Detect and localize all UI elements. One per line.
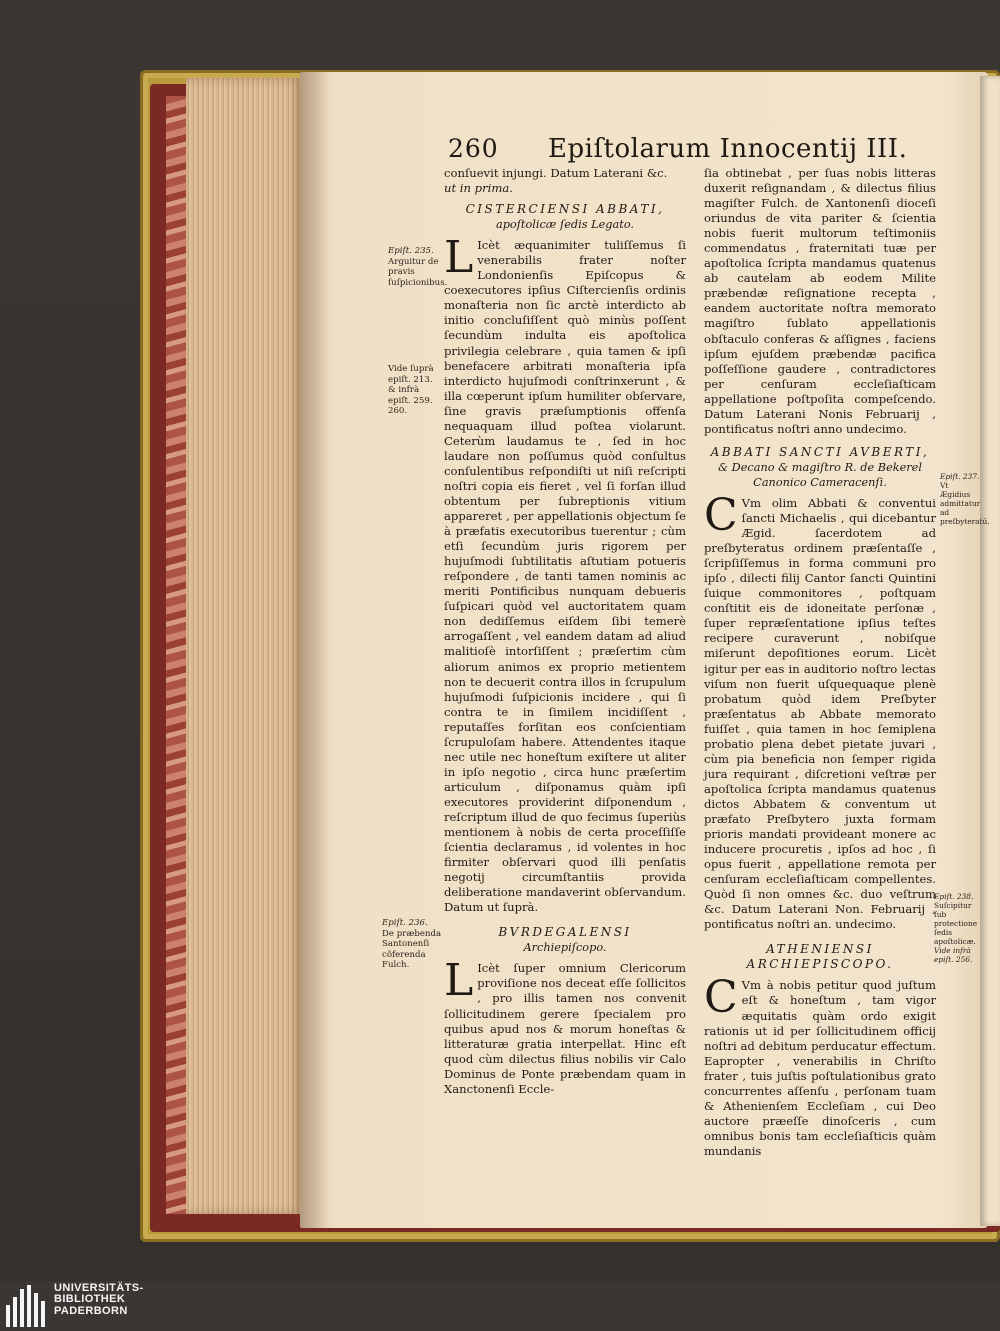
drop-cap: C [704,972,738,1024]
letter-body: C Vm olim Abbati & conventui ſancti Michaelis , qui dicebantur Ægid. ſacerdotem ad preſbyteratus ordinem præſentaſſe , ſcripſiſſemus in forma communi pro ipſo , dilecti filij Cantor ſancti Quintini ſuique commonitores , poſtquam conſtitit eis de idoneitate perſonæ , ſuper repræſentatione ipſius teſtes recipere curaverunt , nobiſque miſerunt depoſitiones eorum. Licèt igitur per eas in auditorio noſtro lectas viſum non fuerit uſquequaque plenè probatum quòd idem Preſbyter præſentatus ab Abbate memorato fuiſſet , quia tamen in hoc ſemiplena probatio plena debet pietate juvari , cùm pia beneficia non ſemper rigida jura requirant , diſcretioni veſtræ per apoſtolica ſcripta mandamus quatenus dictos Abbatem & conventum ut præfato Preſbytero juxta formam prioris mandati provideant monere ac inducere procuretis , ipſos ad hoc , ſi opus fuerit , appellatione remota per cenſuram eccleſiaſticam compellentes. Quòd ſi non omnes &c. duo veſtrum &c. Datum Laterani Non. Februarij , pontificatus noſtri an. undecimo. [704,489,936,932]
letter-subheading: apoſtolicæ ſedis Legato. [495,218,635,232]
right-column [704,166,936,1159]
margin-note: Epiſt. 235. Arguitur de pravis ſuſpicionibus. [388,246,448,288]
letter-subheading: & Decano & magiſtro R. de Bekerel Canonico Cameracenſi. [718,460,922,489]
drop-cap: L [444,955,474,1007]
letter-body: C Vm à nobis petitur quod juſtum eſt & honeſtum , tam vigor æquitatis quàm ordo exigit rationis ut id per ſollicitudinem officij noſtri ad debitum perducatur effectum. Eapropter , venerabilis in Chriſto frater , tuis juſtis poſtulationibus grato concurrentes aſſenſu , perſonam tuam & Athenienſem Eccleſiam , cui Deo auctore præeſſe dinoſceris , cum omnibus bonis tam eccleſiaſticis quàm mundanis [704,972,936,1158]
gutter-shadow [300,72,330,1228]
library-name: UNIVERSITÄTS- BIBLIOTHEK PADERBORN [54,1282,144,1317]
margin-note: Epiſt. 238. Suſcipitur ſub protectione ſedis apoſtolicæ. Vide infrà epiſt. 256. [934,892,978,964]
letter-heading: BVRDEGALENSI [498,925,632,940]
intro-italic: ut in prima. [444,181,513,196]
letter-subheading: Archiepiſcopo. [523,941,607,955]
margin-note: Vide ſuprà epiſt. 213. & infrà epiſt. 259. 260. [388,364,434,416]
letter-heading: ATHENIENSI ARCHIEPISCOPO. [746,942,894,972]
footer-bar [0,1281,1000,1331]
page-number: 260 [448,134,499,163]
drop-cap: C [704,489,738,541]
intro-line: conſuevit injungi. Datum Laterani &c. [444,166,668,180]
letter-body: L Icèt ſuper omnium Clericorum proviſione nos deceat eſſe ſollicitos , pro illis tamen nos convenit ſollicitudinem gerere ſpecialem pro quibus apud nos & morum honeſtas & litteraturæ gratia interpellat. Hinc eſt quod cùm dilectus filius nobilis vir Calo Dominus de Ponte præbendam quam in Xanctonenſi Eccle- [444,955,686,1096]
margin-note: Epiſt. 237. Vt Ægidius admittatur ad preſbyteratū. [940,472,990,526]
page-header [448,134,908,168]
facing-page-edge [980,76,1000,1226]
running-title: Epiſtolarum Innocentij III. [548,134,908,164]
margin-note: Epiſt. 236. De præbenda Santonenſi cõferenda Fulch. [382,918,442,970]
letter-heading: CISTERCIENSI ABBATI, [465,202,665,217]
letter-body: ſia obtinebat , per ſuas nobis litteras duxerit reſignandam , & dilectus filius magiſter Fulch. de Xantonenſi dioceſi oriundus de vita pariter & ſcientia nobis fuerit multorum teſtimoniis commendatus , fraternitati tuæ per apoſtolica ſcripta mandamus quatenus ab cautelam ab eodem Milite præbendæ reſignatione recepta , eandem auctoritate noſtra memorato magiſtro ſublato appellationis obſtaculo conferas & aſſignes , faciens ipſum ejuſdem præbendæ pacifica poſſeſſione gaudere , contradictores per cenſuram eccleſiaſticam appellatione poſtpoſita compeſcendo. Datum Laterani Nonis Februarij , pontificatus noſtri anno undecimo. [704,166,936,436]
page-edges [186,78,302,1214]
letter-heading: ABBATI SANCTI AVBERTI, [710,444,930,459]
left-column [444,166,686,1097]
letter-body: L Icèt æquanimiter tuliſſemus ſi venerabilis frater noſter Londonienſis Epiſcopus & coexecutores ipſius Ciſtercienſis ordinis monaſteria non ſic arctè interdicto ab initio concluſiſſent quò minùs poſſent ſecundùm indulta eis apoſtolica privilegia celebrare , quia tamen & ipſi benefacere arbitrati monaſteria ipſa interdicto hujuſmodi conſtrinxerunt , & illa cœperunt ipſum humiliter obſervare, ſine gravis præſumptionis offenſa nequaquam illud poſtea violarunt. Ceterùm laudamus te , ſed in hoc laudare non poſſumus quòd conſultus conſulentibus reſpondiſti ut niſi reſcripti noſtri copia eis fieret , vel ſi forſan illud obtentum per ſubreptionis vitium appareret , per appellationis objectum ſe à præfatis executoribus tuerentur ; cùm etſi ſecundùm juris rigorem per hujuſmodi ſubtilitatis aſtutiam potueris reſpondere , de tanti tamen nominis ac meriti Pontificibus nunquam debueris ſuſpicari quòd vel auctoritatem quam non dediſſemus eiſdem ſibi temerè arrogaſſent , vel eandem datam ad aliud malitioſè intorſiſſent ; præſertim cùm aliorum animos ex proprio metientem non te decuerit contra illos in ſcrupulum hujuſmodi ſuſpicionis incidere , qui ſi contra te in ſimilem incidiſſent , reputaſſes forſitan eos conſcientiam ſcrupuloſam habere. Attendentes itaque nec utile nec honeſtum exiſtere ut aliter in ipſo negotio , circa hunc præſertim articulum , diſponamus quàm ipſi executores providerint diſponendum , reſcriptum illud de quo fecimus ſuperiùs mentionem à nobis de certa proceſſiſſe ſcientia declaramus , id volentes in hoc firmiter obſervari quod illi penſatis negotij circumſtantiis provida deliberatione mandaverint obſervandum. Datum ut ſuprà. [444,232,686,915]
drop-cap: L [444,232,474,284]
library-logo-icon [6,1285,52,1327]
